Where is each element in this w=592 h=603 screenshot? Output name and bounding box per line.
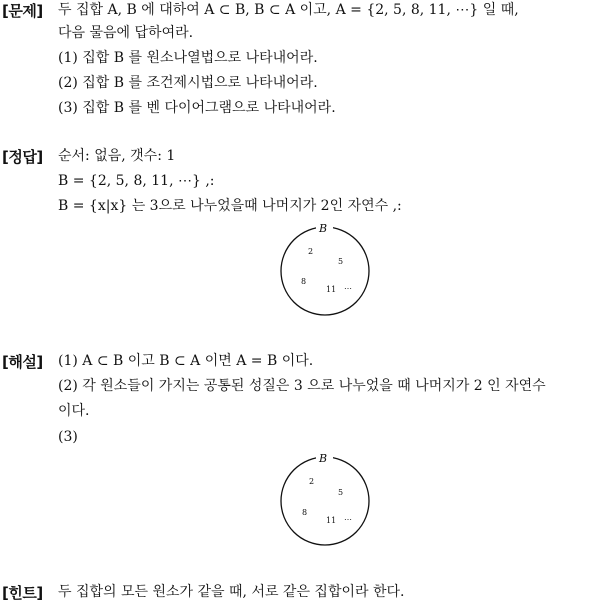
problem-line-5: (3) 집합 B 를 벤 다이어그램으로 나타내어라. [58, 100, 336, 116]
venn-set-label: B [319, 452, 328, 465]
venn-element: 5 [338, 488, 344, 497]
hint-label: [힌트] [2, 584, 43, 602]
venn-element: 8 [301, 277, 307, 286]
venn-element: 2 [309, 477, 315, 486]
hint-line-1: 두 집합의 모든 원소가 같을 때, 서로 같은 집합이라 한다. [58, 584, 405, 600]
explanation-venn-diagram [276, 451, 376, 551]
venn-element: 11 [326, 516, 337, 525]
explanation-line-1: (1) A ⊂ B 이고 B ⊂ A 이면 A = B 이다. [58, 353, 314, 369]
problem-line-4: (2) 집합 B 를 조건제시법으로 나타내어라. [58, 75, 318, 91]
venn-element: 2 [308, 247, 314, 256]
venn-element: ⋯ [344, 515, 352, 524]
venn-circle [281, 227, 369, 315]
venn-element: 11 [326, 285, 337, 294]
explanation-line-2: (2) 각 원소들이 가지는 공통된 성질은 3 으로 나누었을 때 나머지가 2 인 자연수 [58, 378, 546, 394]
problem-line-3: (1) 집합 B 를 원소나열법으로 나타내어라. [58, 50, 318, 66]
problem-label: [문제] [2, 2, 43, 20]
answer-label: [정답] [2, 148, 43, 166]
venn-element: 8 [302, 508, 308, 517]
problem-line-1: 두 집합 A, B 에 대하여 A ⊂ B, B ⊂ A 이고, A = {2, 5, 8, 11, ⋯} 일 때, [58, 2, 519, 18]
answer-line-2: B = {2, 5, 8, 11, ⋯} ,: [58, 173, 215, 189]
venn-circle [281, 457, 369, 545]
problem-line-2: 다음 물음에 답하여라. [58, 25, 194, 41]
explanation-line-3: 이다. [58, 403, 90, 419]
venn-element: 5 [338, 257, 344, 266]
venn-element: ⋯ [344, 284, 352, 293]
explanation-label: [해설] [2, 353, 43, 371]
explanation-line-4: (3) [58, 429, 78, 445]
answer-line-3: B = {x|x} 는 3으로 나누었을때 나머지가 2인 자연수 ,: [58, 198, 402, 214]
venn-set-label: B [319, 222, 328, 235]
answer-venn-diagram [276, 222, 376, 322]
answer-line-1: 순서: 없음, 갯수: 1 [58, 148, 176, 164]
